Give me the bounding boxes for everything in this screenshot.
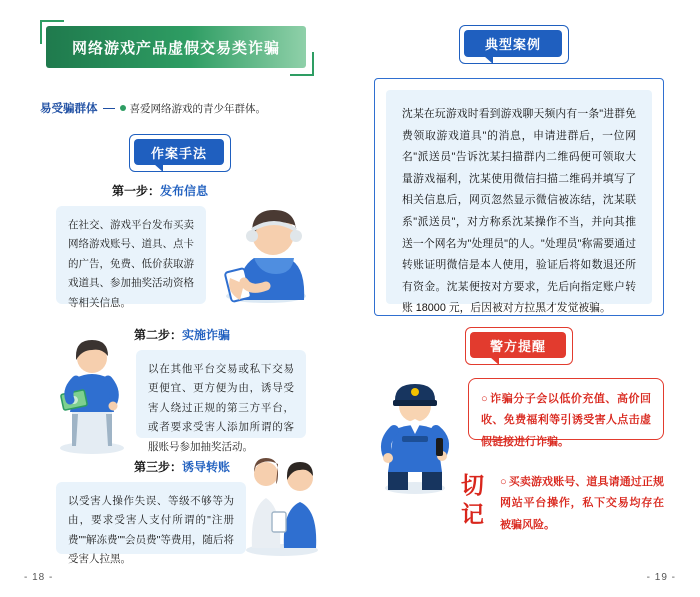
step-3-accent: 诱导转账 [182,460,231,474]
step-3-prefix: 第三步： [134,460,183,474]
case-heading [464,30,562,57]
page-number-left: - 18 - [24,572,54,583]
step-1-prefix: 第一步： [112,184,161,198]
person-holding-cash-icon [46,338,138,456]
case-text: 沈某在玩游戏时看到游戏聊天频内有一条"进群免费领取游戏道具"的消息，申请进群后，一位网名"派送员"告诉沈某扫描群内二维码便可领取大量游戏福利，沈某使用微信扫描二维码并填写了相关信息后，网页忽然显示微信被冻结，沈某联系"派送员"，对方称系沈某操作不当，并向其推送一个网名为"处理员"的人。"处理员"称需要通过转账证明微信是本人使用，验证后将如数退还所有资金。沈某便按对方要求，先后向指定账户转账 18000 元，后因被对方拉黑才发觉被骗。 [386,90,652,304]
susceptible-group-text: 喜爱网络游戏的青少年群体。 [129,102,266,115]
step-1-accent: 发布信息 [160,184,209,198]
page-number-right: - 19 - [646,572,676,583]
bullet-dot-icon [120,105,126,111]
page-title-text: 网络游戏产品虚假交易类诈骗 [71,39,280,57]
police-heading [470,332,566,358]
step-2-prefix: 第二步： [134,328,183,342]
step-2-body: 以在其他平台交易或私下交易更便宜、更方便为由，诱导受害人绕过正规的第三方平台，或者要求受害人添加所谓的客服账号参加抽奖活动。 [136,350,306,438]
couple-icon [236,448,328,556]
case-heading-text: 典型案例 [484,37,541,52]
tip-1-text: 诈骗分子会以低价充值、高价回收、免费福利等引诱受害人点击虚假链接进行诈骗。 [481,393,651,448]
method-heading [134,139,224,165]
tip-1-marker: ○ [481,393,489,405]
step-1-heading [112,182,208,199]
susceptible-separator-icon [103,108,115,109]
step-1-body: 在社交、游戏平台发布买卖网络游戏账号、道具、点卡的广告，免费、低价获取游戏道具、参加抽奖活动资格等相关信息。 [56,206,206,304]
tip-2-marker: ○ [500,476,507,488]
police-tip-1 [468,378,664,448]
right-page [350,0,700,597]
remember-label: 切记 [461,472,485,528]
step-3-heading [134,458,230,475]
police-tip-2 [500,472,664,538]
step-2-heading [134,326,230,343]
step-2-accent: 实施诈骗 [182,328,231,342]
person-with-phone-icon [210,200,318,308]
police-heading-text: 警方提醒 [489,338,546,354]
susceptible-group-row [40,100,330,116]
susceptible-group-label: 易受骗群体 [40,103,98,115]
tip-2-text: 买卖游戏账号、道具请通过正规网站平台操作，私下交易均存在被骗风险。 [500,476,664,531]
method-heading-text: 作案手法 [150,145,207,161]
page-title [46,26,306,68]
police-officer-icon [372,372,458,494]
step-3-body: 以受害人操作失误、等级不够等为由，要求受害人支付所谓的"注册费""解冻费""会员费"等费用，随后将受害人拉黑。 [56,482,246,554]
